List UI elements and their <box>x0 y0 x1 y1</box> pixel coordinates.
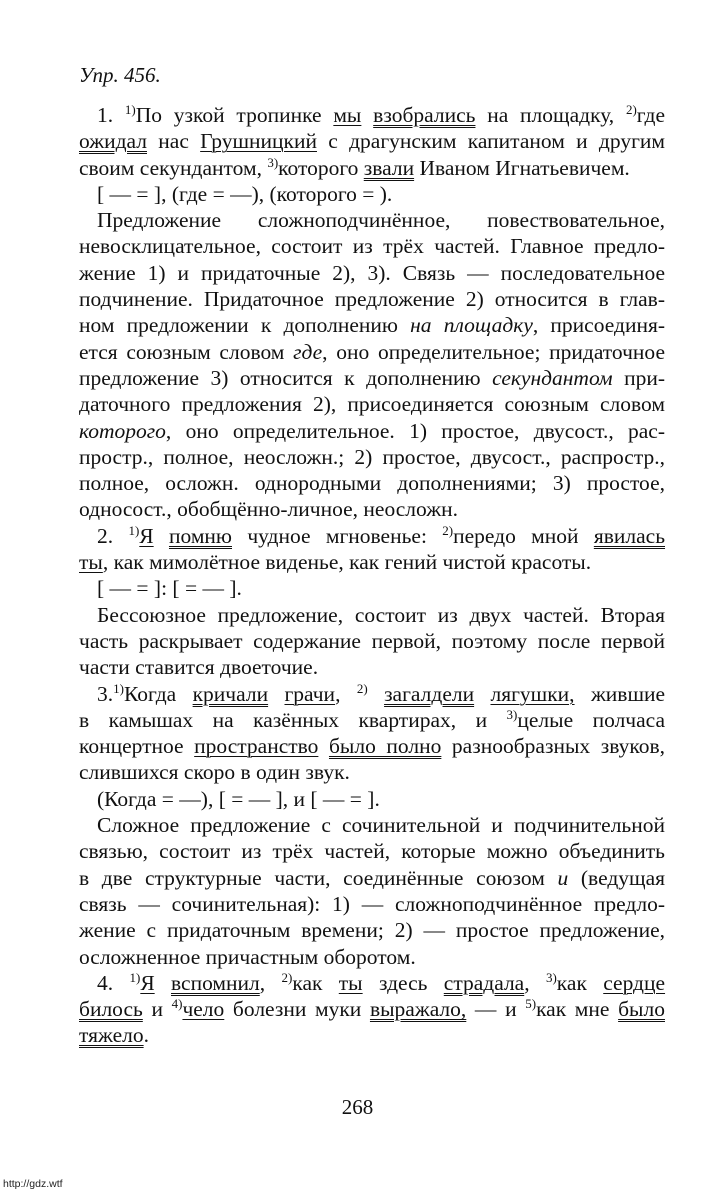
analysis-line: связь — сочинительная): 1) — сложноподчинённое предло- <box>79 891 665 916</box>
text <box>368 682 384 706</box>
watermark: http://gdz.wtf <box>3 1178 63 1190</box>
text: своим секундантом, <box>79 155 268 180</box>
analysis-line: связью, состоит из трёх частей, которые можно объединить <box>79 839 665 864</box>
text <box>154 524 169 548</box>
ex3-scheme: (Когда = —), [ = — ], и [ — = ]. <box>97 786 380 811</box>
text: с драгунским капитаном и другим <box>316 129 665 154</box>
analysis-line: простр., полное, неосложн.; 2) простое, двусост., распростр., <box>79 444 665 469</box>
page-number: 268 <box>341 1095 374 1119</box>
subject-word: пространство <box>194 734 319 759</box>
predicate-word: помню <box>168 523 232 548</box>
clause-marker: 3) <box>267 154 279 170</box>
subject-word: Я <box>139 523 154 548</box>
predicate-word: билось <box>79 997 143 1022</box>
text: Иваном Игнатьевичем. <box>414 155 630 180</box>
predicate-word: ожидал <box>79 129 147 154</box>
italic-term: и <box>557 865 569 890</box>
text: 4. <box>97 970 130 995</box>
predicate-word: звали <box>363 155 415 180</box>
clause-marker: 1) <box>124 102 136 117</box>
text: 3. <box>97 681 114 706</box>
ex1-scheme: [ — = ], (где = —), (которого = ). <box>97 181 393 206</box>
text: , <box>524 970 546 995</box>
analysis-line <box>79 339 665 365</box>
subject-word: Я <box>140 970 155 995</box>
subject-word: сердце <box>603 970 666 995</box>
clause-marker: 1) <box>128 522 140 538</box>
predicate-word: взобрались <box>373 103 476 127</box>
text <box>361 103 373 127</box>
analysis-line: подчинение. Придаточное предложение 2) относится в глав- <box>79 287 665 312</box>
text <box>268 682 284 706</box>
predicate-word: страдала <box>443 970 525 995</box>
page-content <box>79 62 665 1049</box>
analysis-line: Бессоюзное предложение, состоит из двух частей. Вторая <box>97 602 665 627</box>
analysis-line: невосклицательное, состоит из трёх частей. Главное предло- <box>79 234 665 259</box>
clause-marker: 5) <box>525 996 537 1012</box>
text: . <box>143 1023 149 1048</box>
text: , <box>335 681 357 706</box>
text: которого <box>278 155 364 180</box>
text <box>155 971 171 995</box>
analysis-line: Сложное предложение с сочинительной и подчинительной <box>97 813 665 838</box>
text: Когда <box>123 681 193 706</box>
text: — и <box>466 997 526 1022</box>
text: в камышах на казённых квартирах, и <box>79 707 507 732</box>
predicate-word: было полно <box>328 734 442 759</box>
text: здесь <box>362 970 444 995</box>
text: чудное мгновенье: <box>232 523 443 548</box>
clause-marker: 2) <box>356 680 368 696</box>
predicate-word: тяжело <box>79 1023 144 1048</box>
ex1-sentence-line <box>79 155 665 181</box>
text: жившие <box>574 681 666 706</box>
predicate-word: было <box>618 997 665 1022</box>
clause-marker: 2) <box>442 522 454 538</box>
text: на площадку, <box>475 103 626 127</box>
clause-marker: 3) <box>506 706 518 722</box>
ex4-sentence-line <box>79 996 665 1022</box>
analysis-line: жение с придаточным времени; 2) — простое предложение, <box>79 918 665 943</box>
clause-marker: 3) <box>545 969 557 985</box>
text: нас <box>146 129 201 154</box>
text: болезни муки <box>224 997 370 1022</box>
ex2-sentence-line <box>79 549 665 575</box>
analysis-line: даточного предложения 2), присоединяется союзным словом <box>79 392 665 417</box>
text <box>318 734 329 758</box>
text: , присоединя- <box>532 313 666 338</box>
subject-word: ты <box>338 970 363 995</box>
predicate-word: выражало, <box>369 997 467 1022</box>
analysis-line: Предложение сложноподчинённое, повествовательное, <box>97 208 665 233</box>
text: передо мной <box>453 523 594 548</box>
text: , <box>259 970 282 995</box>
predicate-word: явилась <box>593 523 666 548</box>
clause-marker: 2) <box>281 969 293 985</box>
analysis-line: части ставится двоеточие. <box>79 655 319 680</box>
text: целые полчаса <box>517 707 665 732</box>
ex3-sentence-line <box>79 681 665 707</box>
subject-word: чело <box>182 997 225 1022</box>
subject-word: Грушницкий <box>200 129 317 154</box>
text: предложение 3) относится к дополнению <box>79 365 493 390</box>
clause-marker: 4) <box>171 996 183 1012</box>
text: (ведущая <box>568 865 666 890</box>
subject-word: мы <box>333 103 362 127</box>
ex4-sentence-line <box>79 970 665 996</box>
analysis-line: полное, осложн. однородными дополнениями; 3) простое, <box>79 471 665 496</box>
subject-word: грачи <box>284 681 336 706</box>
predicate-word: загалдели <box>384 681 475 706</box>
analysis-line: жение 1) и придаточные 2), 3). Связь — последовательное <box>79 260 665 285</box>
analysis-line: односост., обобщённо-личное, неосложн. <box>79 497 458 522</box>
text: , оно определительное. 1) простое, двусост., рас- <box>165 418 665 443</box>
text: при- <box>612 365 665 390</box>
subject-word: лягушки, <box>490 681 575 706</box>
text: 2. <box>97 523 129 548</box>
text: как <box>292 970 339 995</box>
ex2-scheme: [ — = ]: [ = — ]. <box>97 576 242 601</box>
text <box>474 682 490 706</box>
text: где <box>636 103 666 127</box>
analysis-line <box>79 365 665 391</box>
italic-term: которого <box>79 418 166 443</box>
analysis-line <box>79 418 665 444</box>
clause-marker: 1) <box>129 969 141 985</box>
clause-marker: 2) <box>625 102 637 117</box>
ex3-sentence-line <box>79 707 665 733</box>
italic-term: на площадку <box>410 313 533 338</box>
ex1-sentence-line <box>79 128 665 154</box>
analysis-line: осложненное причастным оборотом. <box>79 944 416 969</box>
text: , как мимолётное виденье, как гений чистой красоты. <box>102 550 592 575</box>
text: как мне <box>536 997 619 1022</box>
ex3-sentence-line: слившихся скоро в один звук. <box>79 760 350 785</box>
ex4-sentence-line <box>79 1022 665 1048</box>
ex1-sentence-line <box>79 102 665 128</box>
text: концертное <box>79 734 195 759</box>
analysis-line <box>79 865 665 891</box>
text: 1. <box>97 103 125 127</box>
text: ном предложении к дополнению <box>79 313 411 338</box>
text: По узкой тропинке <box>135 103 334 127</box>
exercise-heading: Упр. 456. <box>79 63 161 87</box>
predicate-word: вспомнил <box>171 970 260 995</box>
text: , оно определительное; придаточное <box>322 339 665 364</box>
analysis-line: часть раскрывает содержание первой, поэтому после первой <box>79 628 665 653</box>
analysis-line <box>79 312 665 338</box>
text: и <box>142 997 172 1022</box>
text: разнообразных звуков, <box>441 734 665 759</box>
predicate-word: кричали <box>192 681 269 706</box>
italic-term: где <box>293 339 323 364</box>
text: в две структурные части, соединённые союзом <box>79 865 558 890</box>
italic-term: секундантом <box>492 365 613 390</box>
text: как <box>556 970 604 995</box>
ex3-sentence-line <box>79 733 665 759</box>
text: ется союзным словом <box>79 339 294 364</box>
clause-marker: 1) <box>113 680 124 696</box>
ex2-sentence-line <box>79 523 665 549</box>
subject-word: ты <box>79 550 103 575</box>
